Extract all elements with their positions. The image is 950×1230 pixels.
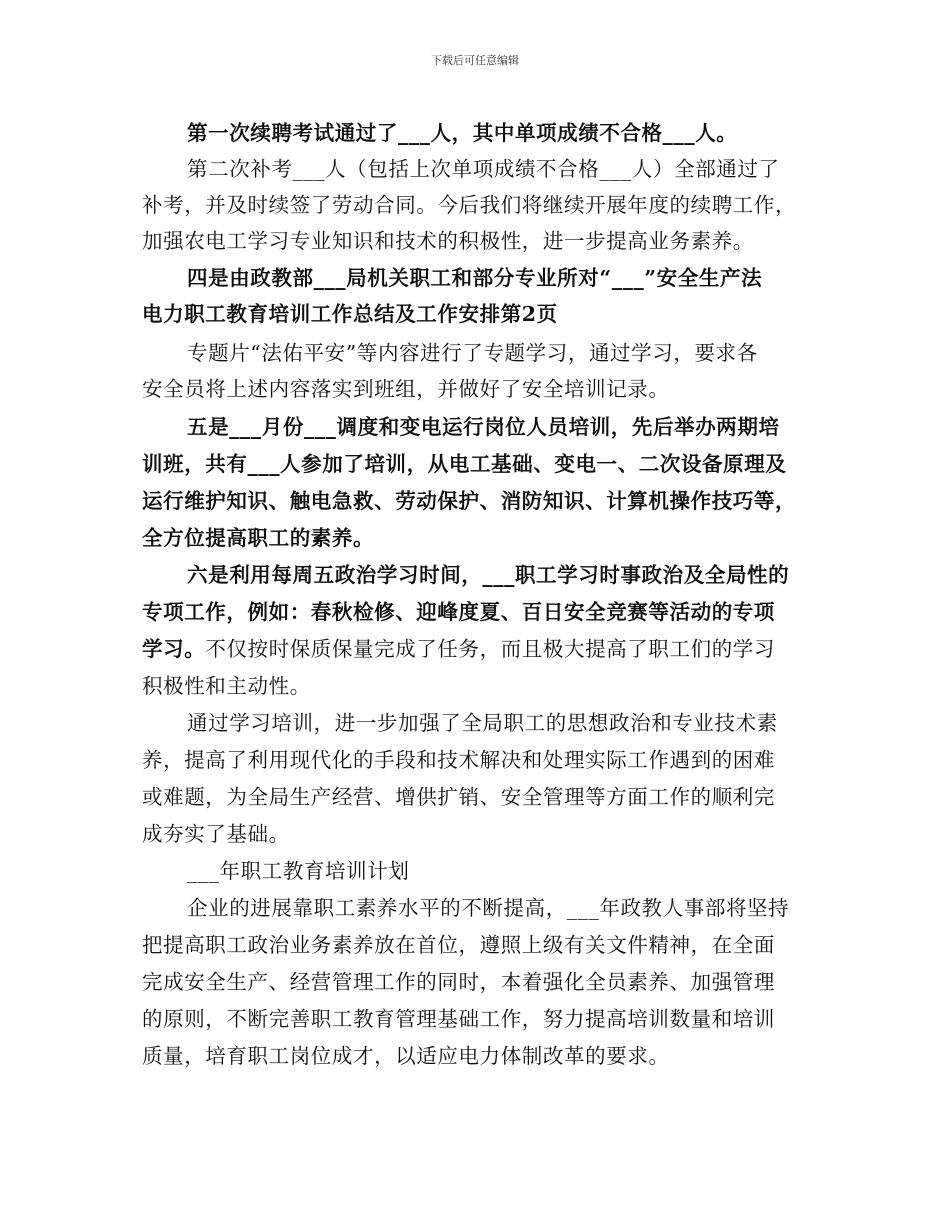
text-line-23: 把提高职工政治业务素养放在首位，遵照上级有关文件精神，在全面 [142, 933, 775, 957]
text-line-4: 加强农电工学习专业知识和技术的积极性，进一步提高业务素养。 [142, 229, 754, 253]
text-line-10: 训班，共有___人参加了培训，从电工基础、变电一、二次设备原理及 [142, 452, 787, 476]
text-line-18: 养，提高了利用现代化的手段和技术解决和处理实际工作遇到的困难 [142, 748, 775, 772]
text-line-20: 成夯实了基础。 [142, 822, 290, 846]
text-line-15 [142, 632, 775, 662]
text-line-5: 四是由政教部___局机关职工和部分专业所对“___”安全生产法 [187, 266, 763, 290]
text-line-15-bold: 学习。 [142, 637, 206, 661]
text-line-15-rest: 不仅按时保质保量完成了任务，而且极大提高了职工们的学习 [205, 637, 776, 661]
text-line-8: 安全员将上述内容落实到班组，并做好了安全培训记录。 [142, 377, 670, 401]
text-line-1: 第一次续聘考试通过了___人，其中单项成绩不合格___人。 [187, 121, 738, 145]
text-line-16: 积极性和主动性。 [142, 674, 311, 698]
text-line-13: 六是利用每周五政治学习时间，___职工学习时事政治及全局性的 [187, 563, 790, 587]
text-line-17: 通过学习培训，进一步加强了全局职工的思想政治和专业技术素 [187, 711, 778, 735]
text-line-22: 企业的进展靠职工素养水平的不断提高，___年政教人事部将坚持 [187, 896, 790, 920]
text-line-11: 运行维护知识、触电急救、劳动保护、消防知识、计算机操作技巧等， [142, 489, 797, 513]
text-line-24: 完成安全生产、经营管理工作的同时，本着强化全员素养、加强管理 [142, 970, 775, 994]
text-line-25: 的原则，不断完善职工教育管理基础工作，努力提高培训数量和培训 [142, 1007, 775, 1031]
text-line-14: 专项工作，例如：春秋检修、迎峰度夏、百日安全竞赛等活动的专项 [142, 600, 775, 624]
text-line-26: 质量，培育职工岗位成才，以适应电力体制改革的要求。 [142, 1044, 670, 1068]
text-line-6: 电力职工教育培训工作总结及工作安排第2页 [142, 302, 558, 326]
section-heading: ___年职工教育培训计划 [187, 859, 410, 883]
text-line-7: 专题片“法佑平安”等内容进行了专题学习，通过学习，要求各 [187, 341, 758, 365]
text-line-12: 全方位提高职工的素养。 [142, 526, 375, 550]
page-header: 下载后可任意编辑 [431, 54, 519, 67]
text-line-3: 补考，并及时续签了劳动合同。今后我们将继续开展年度的续聘工作， [142, 193, 797, 217]
text-line-19: 或难题，为全局生产经营、增供扩销、安全管理等方面工作的顺利完 [142, 785, 775, 809]
text-line-2: 第二次补考___人（包括上次单项成绩不合格___人）全部通过了 [187, 157, 780, 181]
text-line-9: 五是___月份___调度和变电运行岗位人员培训，先后举办两期培 [187, 415, 780, 439]
